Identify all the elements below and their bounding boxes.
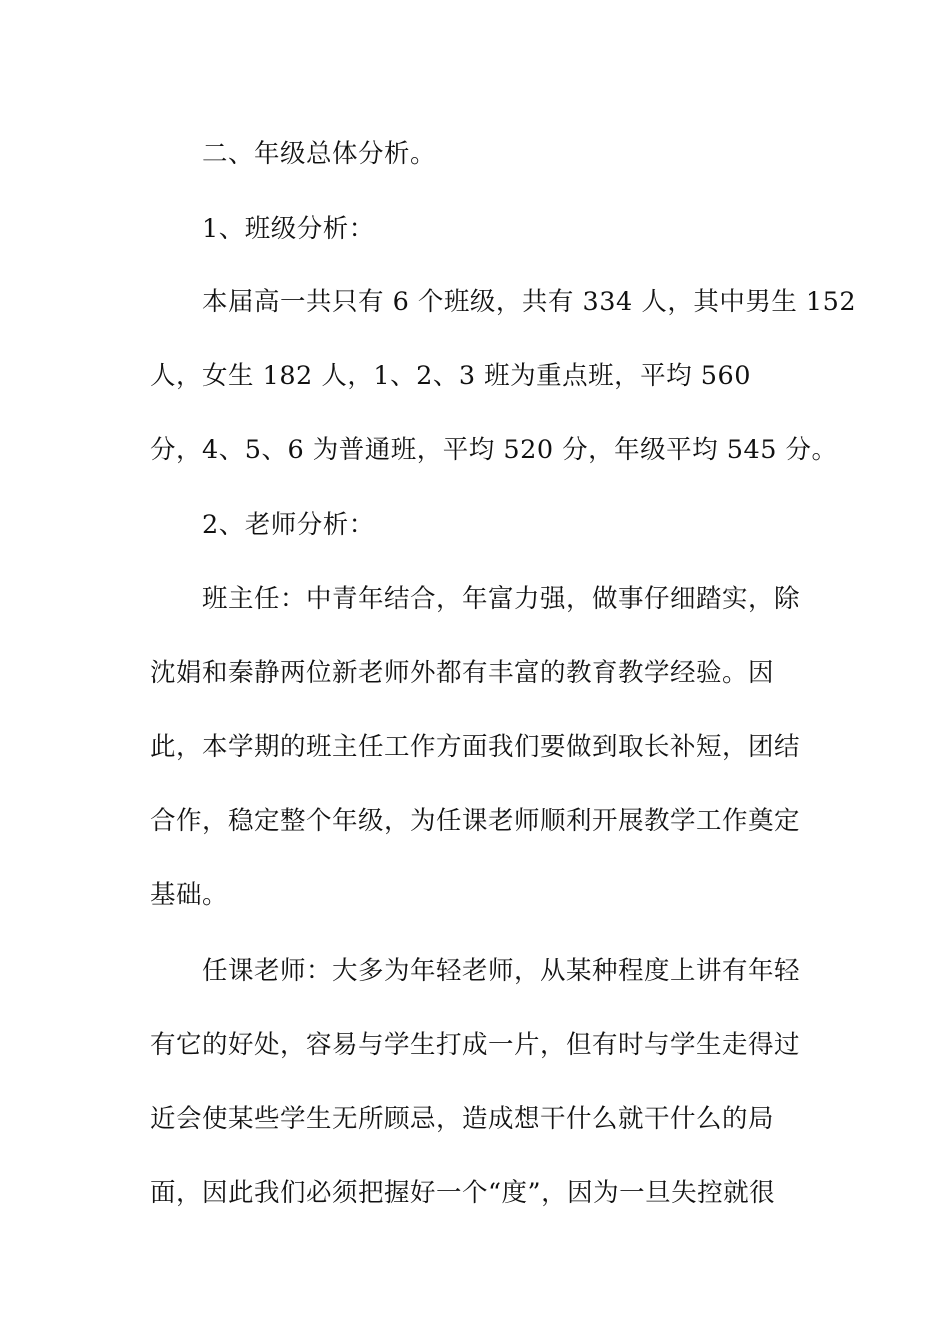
paragraph-line: 近会使某些学生无所顾忌，造成想干什么就干什么的局 <box>150 1104 775 1134</box>
paragraph-line: 有它的好处，容易与学生打成一片，但有时与学生走得过 <box>150 1030 801 1060</box>
paragraph-line: 分，4、5、6 为普通班，平均 520 分，年级平均 545 分。 <box>150 435 838 465</box>
paragraph-line: 基础。 <box>150 880 229 910</box>
paragraph-line: 班主任：中青年结合，年富力强，做事仔细踏实，除 <box>202 584 801 614</box>
subheading-teacher-analysis: 2、老师分析： <box>202 510 375 540</box>
paragraph-line: 面，因此我们必须把握好一个“度”，因为一旦失控就很 <box>150 1178 776 1208</box>
paragraph-line: 合作，稳定整个年级，为任课老师顺利开展教学工作奠定 <box>150 806 801 836</box>
section-heading: 二、年级总体分析。 <box>202 139 437 169</box>
paragraph-line: 本届高一共只有 6 个班级，共有 334 人，其中男生 152 <box>202 287 857 317</box>
paragraph-line: 人，女生 182 人，1、2、3 班为重点班，平均 560 <box>150 361 751 391</box>
paragraph-line: 沈娟和秦静两位新老师外都有丰富的教育教学经验。因 <box>150 658 775 688</box>
paragraph-line: 此，本学期的班主任工作方面我们要做到取长补短，团结 <box>150 732 801 762</box>
subheading-class-analysis: 1、班级分析： <box>202 214 375 244</box>
paragraph-line: 任课老师：大多为年轻老师，从某种程度上讲有年轻 <box>202 956 801 986</box>
